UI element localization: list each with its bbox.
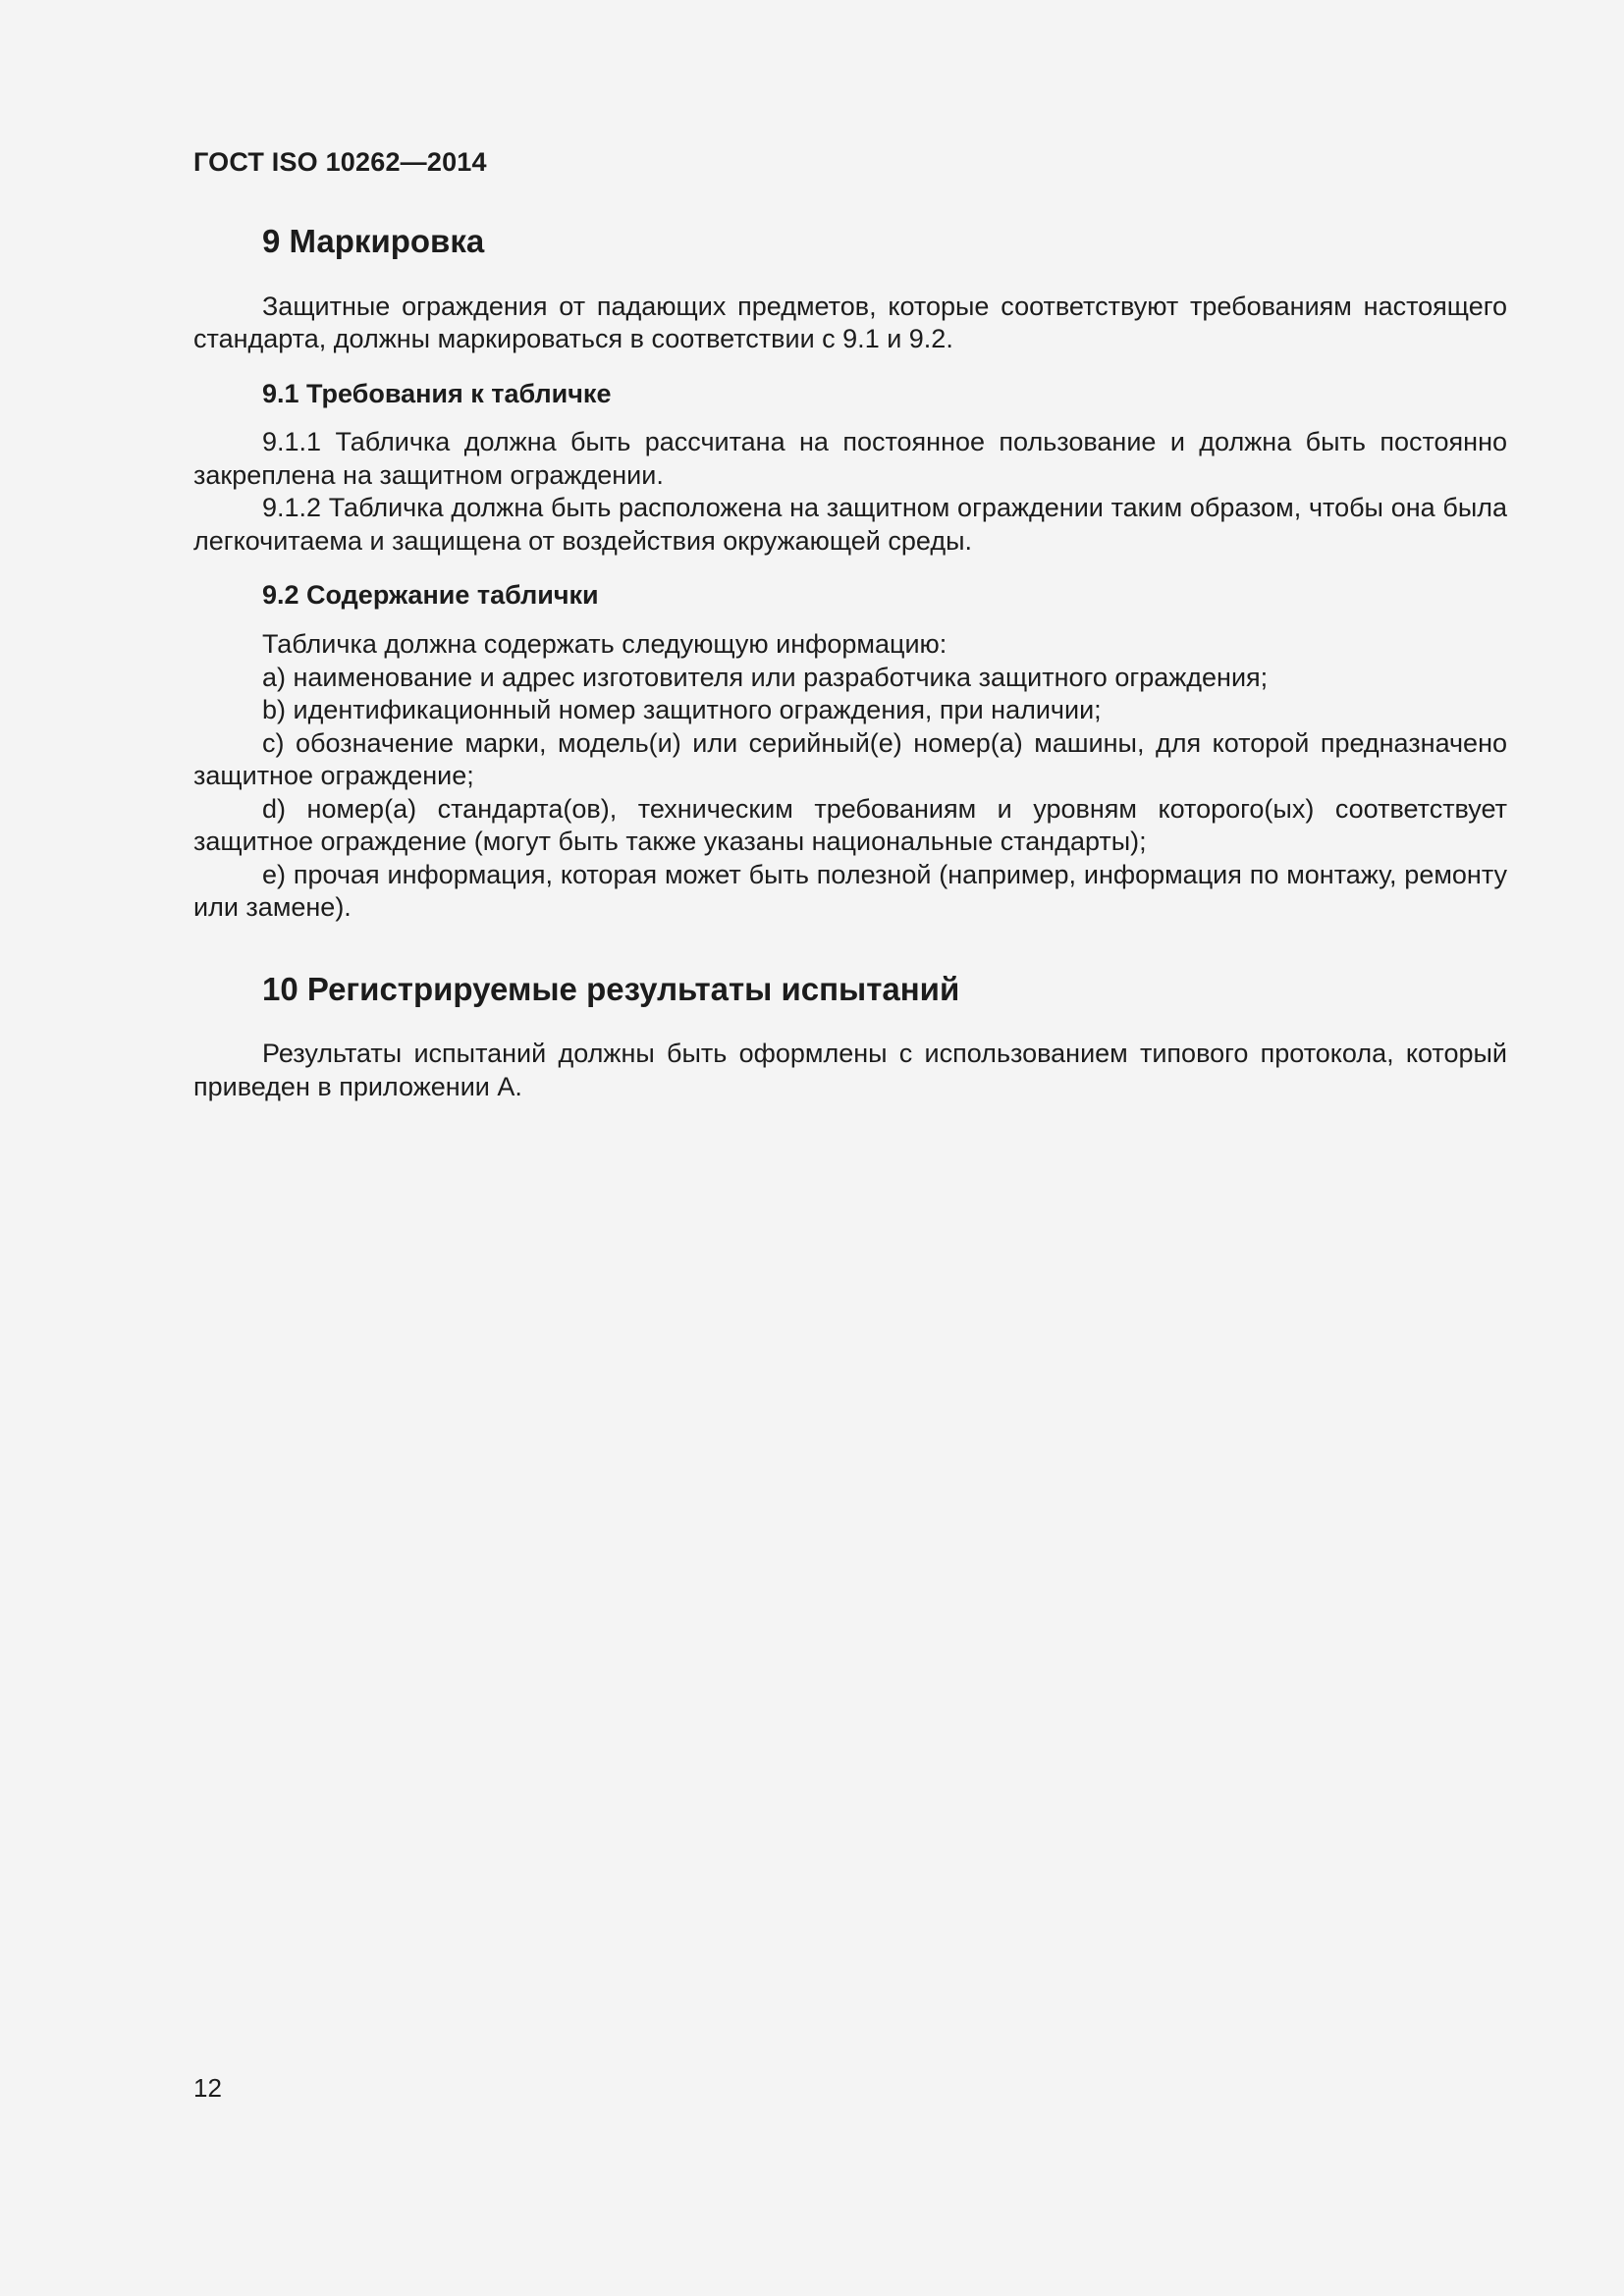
document-body [193,222,1507,1125]
subsection-9-2-title: 9.2 Содержание таблички [262,580,599,611]
section-10-text: Результаты испытаний должны быть оформлены с использованием типового протокола, который приведен в приложении А. [193,1039,1507,1101]
list-item: b) идентификационный номер защитного ограждения, при наличии; [262,695,1102,725]
paragraph-9-1-2: 9.1.2 Табличка должна быть расположена на защитном ограждении таким образом, чтобы она была легкочитаема и защищена от воздействия окружающей среды. [193,493,1507,556]
paragraph-9-2-intro: Табличка должна содержать следующую информацию: [262,629,947,660]
document-header: ГОСТ ISO 10262—2014 [193,147,487,177]
list-item: d) номер(а) стандарта(ов), техническим требованиям и уровням которого(ых) соответствует защитное ограждение (могут быть также указаны национальные стандарты); [193,793,1507,857]
section-9-title: 9 Маркировка [262,223,485,259]
paragraph-9-1-1: 9.1.1 Табличка должна быть рассчитана на постоянное пользование и должна быть постоянно закреплена на защитном ограждении. [193,427,1507,490]
list-item: e) прочая информация, которая может быть полезной (например, информация по монтажу, ремонту или замене). [193,859,1507,923]
subsection-9-1-title: 9.1 Требования к табличке [262,378,612,408]
page-number: 12 [193,2073,222,2103]
section-10-title: 10 Регистрируемые результаты испытаний [262,970,960,1007]
section-9-intro: Защитные ограждения от падающих предметов, которые соответствуют требованиям настоящего стандарта, должны маркироваться в соответствии с 9.1 и 9.2. [193,291,1507,354]
list-item: c) обозначение марки, модель(и) или серийный(е) номер(а) машины, для которой предназначено защитное ограждение; [193,727,1507,791]
list-item: a) наименование и адрес изготовителя или разработчика защитного ограждения; [262,662,1269,692]
